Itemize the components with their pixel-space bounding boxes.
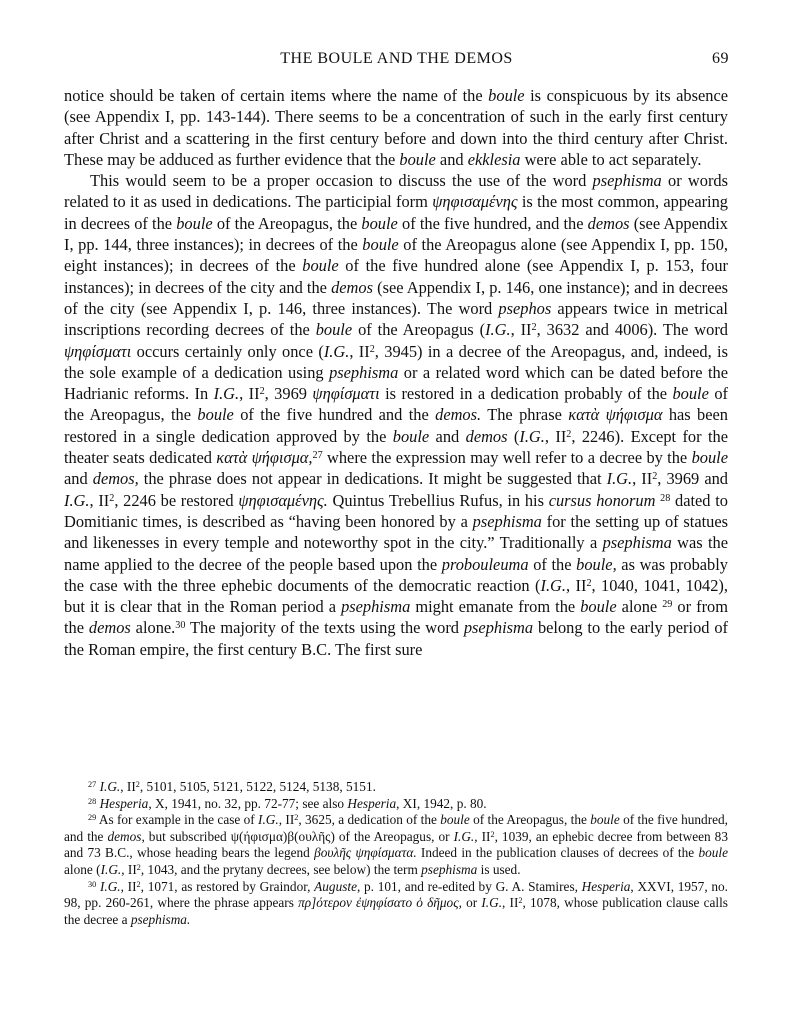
italic-text: boule [698,845,728,861]
italic-text: demos [587,213,630,233]
paragraph [64,170,728,660]
footnote [64,796,728,813]
italic-text: I.G. [323,341,350,361]
superscript: 2 [259,386,265,398]
italic-text: boule [580,597,617,617]
italic-text: demos, [92,469,139,489]
text-run: , but subscribed ψ(ήφισμα)β(ουλῆς) of the Areopagus, or [141,828,454,844]
italic-text: I.G. [453,828,475,844]
small-caps-text: B.C. [301,639,332,659]
italic-text: I.G. [606,469,633,489]
text-run: , 5101, 5105, 5121, 5122, 5124, 5138, 5151. [139,779,376,794]
italic-text: boule [362,235,399,255]
italic-text: πρ]ότερον ἐψηφίσατο ὁ δῆμος, [298,895,462,911]
text-run: might emanate from the [410,597,581,617]
text-run: dated to Domitianic times, is described as “having been honored by a [64,490,728,531]
superscript: 2 [109,492,115,504]
italic-text: boule [691,448,728,468]
text-run: , II [239,384,260,404]
footnote [64,812,728,878]
italic-text: boule [361,213,398,233]
text-run: is restored in a dedication probably of the [379,384,673,404]
text-run: , 1043, and the prytany decrees, see below) the term [140,861,422,877]
text-run: The first sure [331,639,423,659]
text-run: of the Areopagus, the [469,812,591,828]
footnote-number: 27 [88,779,97,789]
text-run: or from the [64,597,728,638]
text-run: , II [120,878,137,894]
main-text [64,85,728,660]
italic-text: I.G. [213,384,240,404]
italic-text: ψηφίσματι [312,384,380,404]
text-run: of the five hundred, and the [64,812,728,844]
italic-text: ψηφισαμένης [432,192,518,212]
text-run: is conspicuous by its absence (see Appendix I, pp. 143-144). There seems to be a concentration of such in the early first century after Christ and a scattering in the first century before and down into the third century after Christ. These may be adduced as further evidence that the [64,86,728,169]
text-run: , X, 1941, no. 32, pp. 72-77; see also [148,795,348,811]
italic-text: ekklesia [467,149,521,169]
text-run: , II [632,469,653,489]
superscript: 2 [136,862,141,872]
italic-text: I.G. [540,575,566,595]
italic-text: Hesperia [99,795,149,811]
text-run: and [64,469,93,489]
text-run: belong to the early period of the Roman empire, the first century [64,618,728,659]
superscript: 2 [531,322,537,334]
text-run: for the setting up of statues and likenesses in every temple and noteworthy spot in the city.” Traditionally a [64,511,728,553]
italic-text: I.G. [99,779,121,794]
italic-text: Auguste [314,878,357,894]
text-run: , 3969 [264,384,313,404]
italic-text: demos [107,828,142,844]
text-run: of the five hundred alone (see Appendix I, p. 153, four instances); in decrees of the city and the [64,256,728,297]
text-run: This would seem to be a proper occasion to discuss the use of the word [90,171,593,191]
text-run: , XXVI, 1957, no. 98, pp. 260-261, where the phrase appears [64,878,728,911]
text-run: , 3625, a dedication of the [298,812,441,828]
text-run: alone ( [64,861,101,877]
italic-text: I.G. [485,320,511,340]
text-run: of the five hundred and the [233,405,436,425]
footnote [64,879,728,929]
italic-text: boule [176,213,213,233]
text-run: , II [566,575,587,595]
italic-text: boule [197,405,234,425]
italic-text: I.G. [519,426,545,446]
text-run: , II [278,812,295,828]
italic-text: cursus honorum [548,490,656,510]
text-run: , II [502,895,519,911]
text-run: , II [544,426,567,446]
text-run: has been restored in a single dedication approved by the [64,405,729,446]
text-run: , 2246 be restored [114,490,239,510]
superscript: 27 [312,449,323,461]
text-run: , XI, 1942, p. 80. [396,795,487,811]
italic-text: boule [440,812,470,828]
text-run: Indeed in the publication clauses of decrees of the [416,845,699,861]
text-run: were able to act separately. [520,149,702,169]
text-run: , 3632 and 4006). The word [536,320,728,340]
text-run: ( [507,426,520,446]
text-run: is used. [477,861,521,877]
italic-text: probouleuma [441,554,529,574]
italic-text: κατὰ ψήφισμα [568,405,663,425]
text-run: appears twice in metrical inscriptions recording decrees of the [64,298,728,340]
text-run: occurs certainly only once ( [131,341,324,361]
page-number: 69 [712,50,729,67]
italic-text: I.G. [99,878,121,894]
text-run: , 1071, as restored by Graindor, [140,878,315,894]
italic-text: βουλῆς ψηφίσματα. [314,845,417,861]
italic-text: I.G. [100,861,122,877]
text-run: (see Appendix I, p. 146, one instance); and in decrees of the city (see Appendix I, p. 146, three instances). The word [64,277,728,318]
italic-text: boule, [576,554,617,574]
text-run: , II [510,320,532,340]
footnote-number: 28 [88,796,97,806]
italic-text: boule [315,320,353,340]
text-run: was the name applied to the decree of the people based upon the [64,533,728,574]
text-run: , p. 101, and re-edited by G. A. Stamires, [357,878,582,894]
footnote [64,779,728,796]
text-run: where the expression may well refer to a decree by the [322,448,692,468]
text-run: and [429,426,466,446]
text-run: , whose heading bears the legend [129,845,315,861]
italic-text: psephisma [421,861,478,877]
italic-text: psephisma [341,597,411,617]
italic-text: demos [331,277,373,297]
italic-text: psephisma [602,533,672,553]
italic-text: demos [465,426,508,446]
italic-text: ψηφισαμένης. [238,490,328,510]
footnotes [64,779,728,928]
text-run: of the Areopagus, the [212,213,362,233]
italic-text: ψηφίσματι [64,341,132,361]
italic-text: I.G. [258,812,279,828]
superscript: 2 [652,471,658,483]
italic-text: psephisma [329,362,399,382]
text-run: , 3945) in a decree of the Areopagus, and, indeed, is the sole example of a dedication using [64,341,728,382]
text-run: is the most common, appearing in decrees of the [64,192,728,233]
superscript: 2 [490,829,495,839]
italic-text: psephisma [592,171,662,191]
text-run: , II [89,490,110,510]
paragraph [64,85,728,170]
text-run: alone [616,597,663,617]
text-run: , II [349,341,370,361]
text-run: As for example in the case of [98,812,259,828]
text-run: , II [474,828,491,844]
italic-text: I.G. [481,895,503,911]
text-run: of the [528,554,577,574]
italic-text: Hesperia [581,878,631,894]
small-caps-text: B.C. [105,845,130,861]
superscript: 28 [660,492,671,504]
text-run: or [461,895,482,911]
text-run: of the five hundred, and the [397,213,588,233]
superscript: 2 [518,896,523,906]
text-run: as was probably the case with the three ephebic documents of the democratic reaction ( [64,554,728,595]
running-title: THE BOULE AND THE DEMOS [280,50,513,67]
text-run: , 1039, an ephebic decree from between 83 and 73 [64,828,728,861]
text-run: alone. [130,618,176,638]
footnote-number: 30 [88,879,97,889]
italic-text: boule [392,426,430,446]
superscript: 2 [369,343,375,355]
superscript: 2 [135,779,140,789]
italic-text: boule [590,812,620,828]
text-run: , 1078, whose publication clause calls the decree a [64,895,728,927]
italic-text: psephisma [463,618,534,638]
italic-text: boule [488,86,525,105]
italic-text: boule [672,384,709,404]
italic-text: demos. [435,405,482,425]
superscript: 30 [175,620,186,632]
text-run: of the Areopagus, the [64,384,728,425]
italic-text: boule [302,256,339,276]
text-run: , 2246). Except for the theater seats dedicated [64,426,728,468]
superscript: 29 [662,599,673,611]
text-run: , 1040, 1041, 1042), but it is clear that in the Roman period a [64,575,728,617]
running-header [64,50,729,74]
text-run: Quintus Trebellius Rufus, in his [327,490,549,510]
italic-text: psephisma [472,511,542,531]
text-run: , II [121,861,137,877]
superscript: 2 [566,428,572,440]
italic-text: psephisma. [130,911,191,927]
text-run: , II [120,779,136,794]
text-run: or a related word which can be dated before the Hadrianic reforms. In [64,362,729,404]
italic-text: Hesperia [347,795,397,811]
text-run: , 3969 and [657,469,728,489]
text-run: of the Areopagus ( [352,320,486,340]
text-run: (see Appendix I, pp. 144, three instances); in decrees of the [64,213,729,255]
text-run: The phrase [481,405,569,425]
text-run: of the Areopagus alone (see Appendix I, pp. 150, eight instances); in decrees of the [64,235,728,276]
superscript: 2 [136,879,141,889]
text-run: notice should be taken of certain items where the name of the [64,86,489,105]
italic-text: boule [399,149,436,169]
italic-text: psephos [498,298,552,318]
text-run: or words related to it as used in dedications. The participial form [64,171,728,212]
italic-text: demos [88,618,131,638]
superscript: 2 [294,813,299,823]
italic-text: I.G. [64,490,90,510]
text-run: The majority of the texts using the word [185,618,464,638]
text-run: the phrase does not appear in dedications. It might be suggested that [138,469,607,489]
footnote-number: 29 [88,813,97,823]
text-run: and [435,149,468,169]
superscript: 2 [586,577,592,589]
italic-text: κατὰ ψήφισμα, [216,448,313,468]
